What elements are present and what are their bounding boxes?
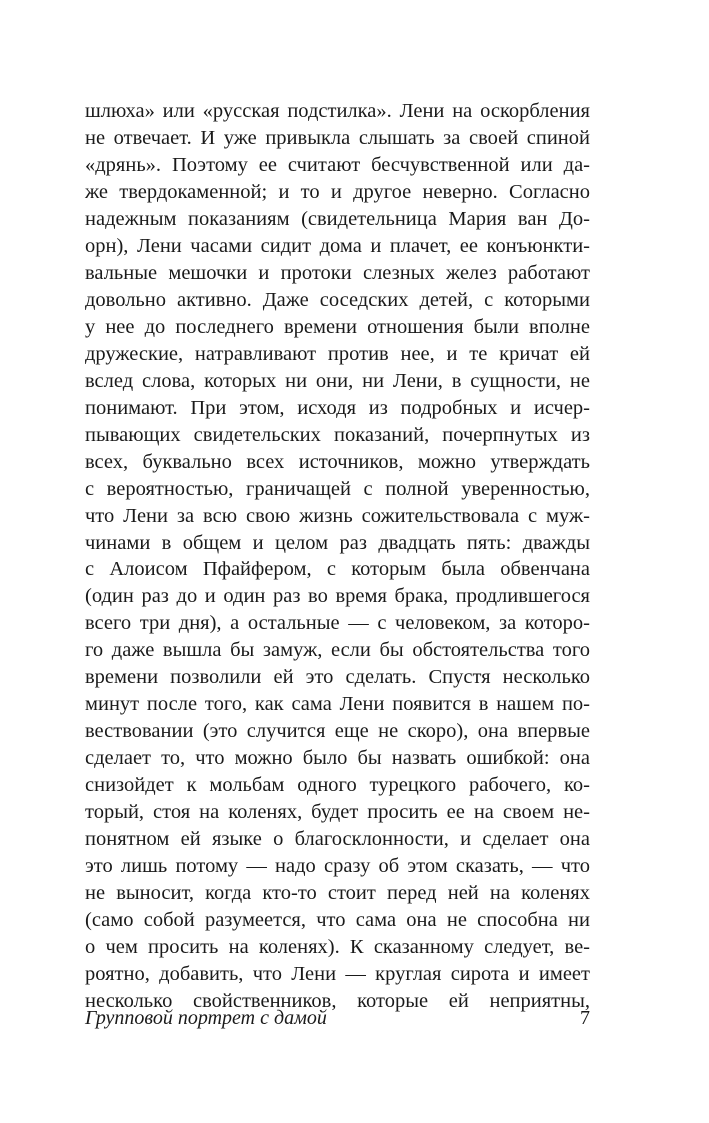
- text-line: надежным показаниям (свидетельница Мария ван До-: [85, 207, 590, 230]
- text-line: роятно, добавить, что Лени — круглая сирота и имеет: [85, 963, 590, 985]
- text-line: торый, стоя на коленях, будет просить ее на своем не-: [85, 801, 590, 824]
- text-line: вествовании (это случится еще не скоро), она впервые: [85, 720, 590, 743]
- text-line: всех, буквально всех источников, можно утверждать: [85, 450, 590, 473]
- text-line: вслед слова, которых ни они, ни Лени, в сущности, не: [85, 369, 590, 392]
- text-line: орн), Лени часами сидит дома и плачет, ее конъюнкти-: [85, 234, 590, 257]
- text-line: чинами в общем и целом раз двадцать пять: дважды: [85, 531, 590, 554]
- text-line: понятном ей языке о благосклонности, и сделает она: [85, 828, 590, 851]
- text-line: дружеские, натравливают против нее, и те кричат ей: [85, 342, 590, 365]
- text-line: довольно активно. Даже соседских детей, с которыми: [85, 288, 590, 311]
- body-text: [85, 98, 590, 1015]
- text-line: с вероятностью, граничащей с полной уверенностью,: [85, 477, 590, 500]
- text-line: «дрянь». Поэтому ее считают бесчувственной или да-: [85, 153, 590, 176]
- page-footer: [85, 1004, 590, 1032]
- text-line: (один раз до и один раз во время брака, продлившегося: [85, 585, 590, 608]
- text-line: го даже вышла бы замуж, если бы обстоятельства того: [85, 639, 590, 662]
- text-line: о чем просить на коленях). К сказанному следует, ве-: [85, 936, 590, 959]
- text-line: сделает то, что можно было бы назвать ошибкой: она: [85, 747, 590, 770]
- text-line: времени позволили ей это сделать. Спустя несколько: [85, 666, 590, 689]
- text-line: у нее до последнего времени отношения были вполне: [85, 315, 590, 338]
- text-line: с Алоисом Пфайфером, с которым была обвенчана: [85, 558, 590, 581]
- text-line: шлюха» или «русская подстилка». Лени на оскорбления: [85, 100, 590, 122]
- text-line: не отвечает. И уже привыкла слышать за своей спиной: [85, 126, 590, 149]
- text-line: пывающих свидетельских показаний, почерпнутых из: [85, 423, 590, 446]
- text-line: снизойдет к мольбам одного турецкого рабочего, ко-: [85, 774, 590, 797]
- text-line: что Лени за всю свою жизнь сожительствовала с муж-: [85, 504, 590, 527]
- text-line: всего три дня), а остальные — с человеком, за которо-: [85, 612, 590, 635]
- text-line: не выносит, когда кто-то стоит перед ней на коленях: [85, 882, 590, 905]
- running-title: Групповой портрет с дамой: [85, 1007, 327, 1029]
- text-line: минут после того, как сама Лени появится в нашем по-: [85, 693, 590, 716]
- text-line: вальные мешочки и протоки слезных желез работают: [85, 261, 590, 284]
- text-line: несколько свойственников, которые ей неприятны,: [85, 989, 590, 1012]
- text-line: это лишь потому — надо сразу об этом сказать, — что: [85, 855, 590, 878]
- page-number: 7: [580, 1007, 590, 1029]
- text-line: же твердокаменной; и то и другое неверно. Согласно: [85, 180, 590, 203]
- text-line: понимают. При этом, исходя из подробных и исчер-: [85, 396, 590, 419]
- text-line: (само собой разумеется, что сама она не способна ни: [85, 909, 590, 932]
